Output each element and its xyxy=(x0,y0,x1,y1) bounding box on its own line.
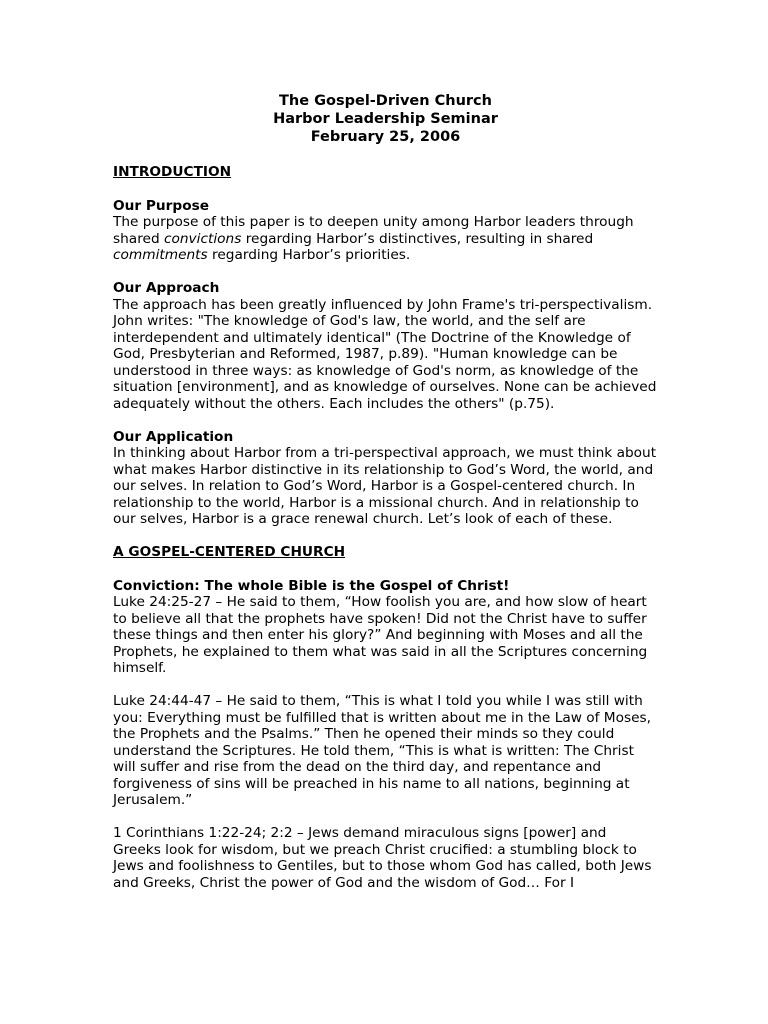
purpose-emphasis-convictions: convictions xyxy=(163,230,242,247)
document-page xyxy=(113,92,658,908)
our-application-paragraph: In thinking about Harbor from a tri-perspectival approach, we must think about what makes Harbor distinctive in its relationship to God’s Word, the world, and our selves. In relation to God’s Word, Harbor is a Gospel-centered church. In relationship to the world, Harbor is a missional church. And in relationship to our selves, Harbor is a grace renewal church. Let’s look of each of these. xyxy=(113,445,657,527)
our-purpose-paragraph xyxy=(113,214,658,264)
our-approach-paragraph: The approach has been greatly influenced by John Frame's tri-perspectivalism. John writes: "The knowledge of God's law, the world, and the self are interdependent and ultimately identical" (The Doctrine of the Knowledge of God, Presbyterian and Reformed, 1987, p.89). "Human knowledge can be understood in three ways: as knowledge of God's norm, as knowledge of the situation [environment], and as knowledge of ourselves. None can be achieved adequately without the others. Each includes the others" (p.75). xyxy=(113,296,657,412)
purpose-emphasis-commitments: commitments xyxy=(113,247,208,263)
gospel-centered-heading: A GOSPEL-CENTERED CHURCH xyxy=(113,544,346,560)
our-application-heading: Our Application xyxy=(113,428,234,445)
purpose-text-c: regarding Harbor’s priorities. xyxy=(207,247,411,263)
document-title-block xyxy=(113,92,658,146)
scripture-passage-1-corinthians: 1 Corinthians 1:22-24; 2:2 – Jews demand miraculous signs [power] and Greeks look for wisdom, but we preach Christ crucified: a stumbling block to Jews and foolishness to Gentiles, but to those whom God has called, both Jews and Greeks, Christ the power of God and the wisdom of God… For I xyxy=(113,825,652,891)
scripture-passage-luke-24-25: Luke 24:25-27 – He said to them, “How foolish you are, and how slow of heart to believe all that the prophets have spoken! Did not the Christ have to suffer these things and then enter his glory?” And beginning with Moses and all the Prophets, he explained to them what was said in all the Scriptures concerning himself. xyxy=(113,594,648,676)
introduction-heading: INTRODUCTION xyxy=(113,164,232,180)
purpose-text-a: The purpose of this paper is to deepen unity among Harbor leaders through shared xyxy=(113,214,634,247)
document-subtitle: Harbor Leadership Seminar xyxy=(273,111,498,127)
conviction-heading: Conviction: The whole Bible is the Gospel of Christ! xyxy=(113,577,510,594)
our-approach-heading: Our Approach xyxy=(113,280,220,296)
purpose-text-b: regarding Harbor’s distinctives, resulting in shared xyxy=(241,230,594,247)
scripture-passage-luke-24-44: Luke 24:44-47 – He said to them, “This is what I told you while I was still with you: Everything must be fulfilled that is written about me in the Law of Moses, the Prophets and the Psalms.” Then he opened their minds so they could understand the Scriptures. He told them, “This is what is written: The Christ will suffer and rise from the dead on the third day, and repentance and forgiveness of sins will be preached in his name to all nations, beginning at Jerusalem.” xyxy=(113,693,652,808)
document-title: The Gospel-Driven Church xyxy=(279,93,492,109)
our-purpose-heading: Our Purpose xyxy=(113,197,210,214)
document-date: February 25, 2006 xyxy=(310,129,461,145)
